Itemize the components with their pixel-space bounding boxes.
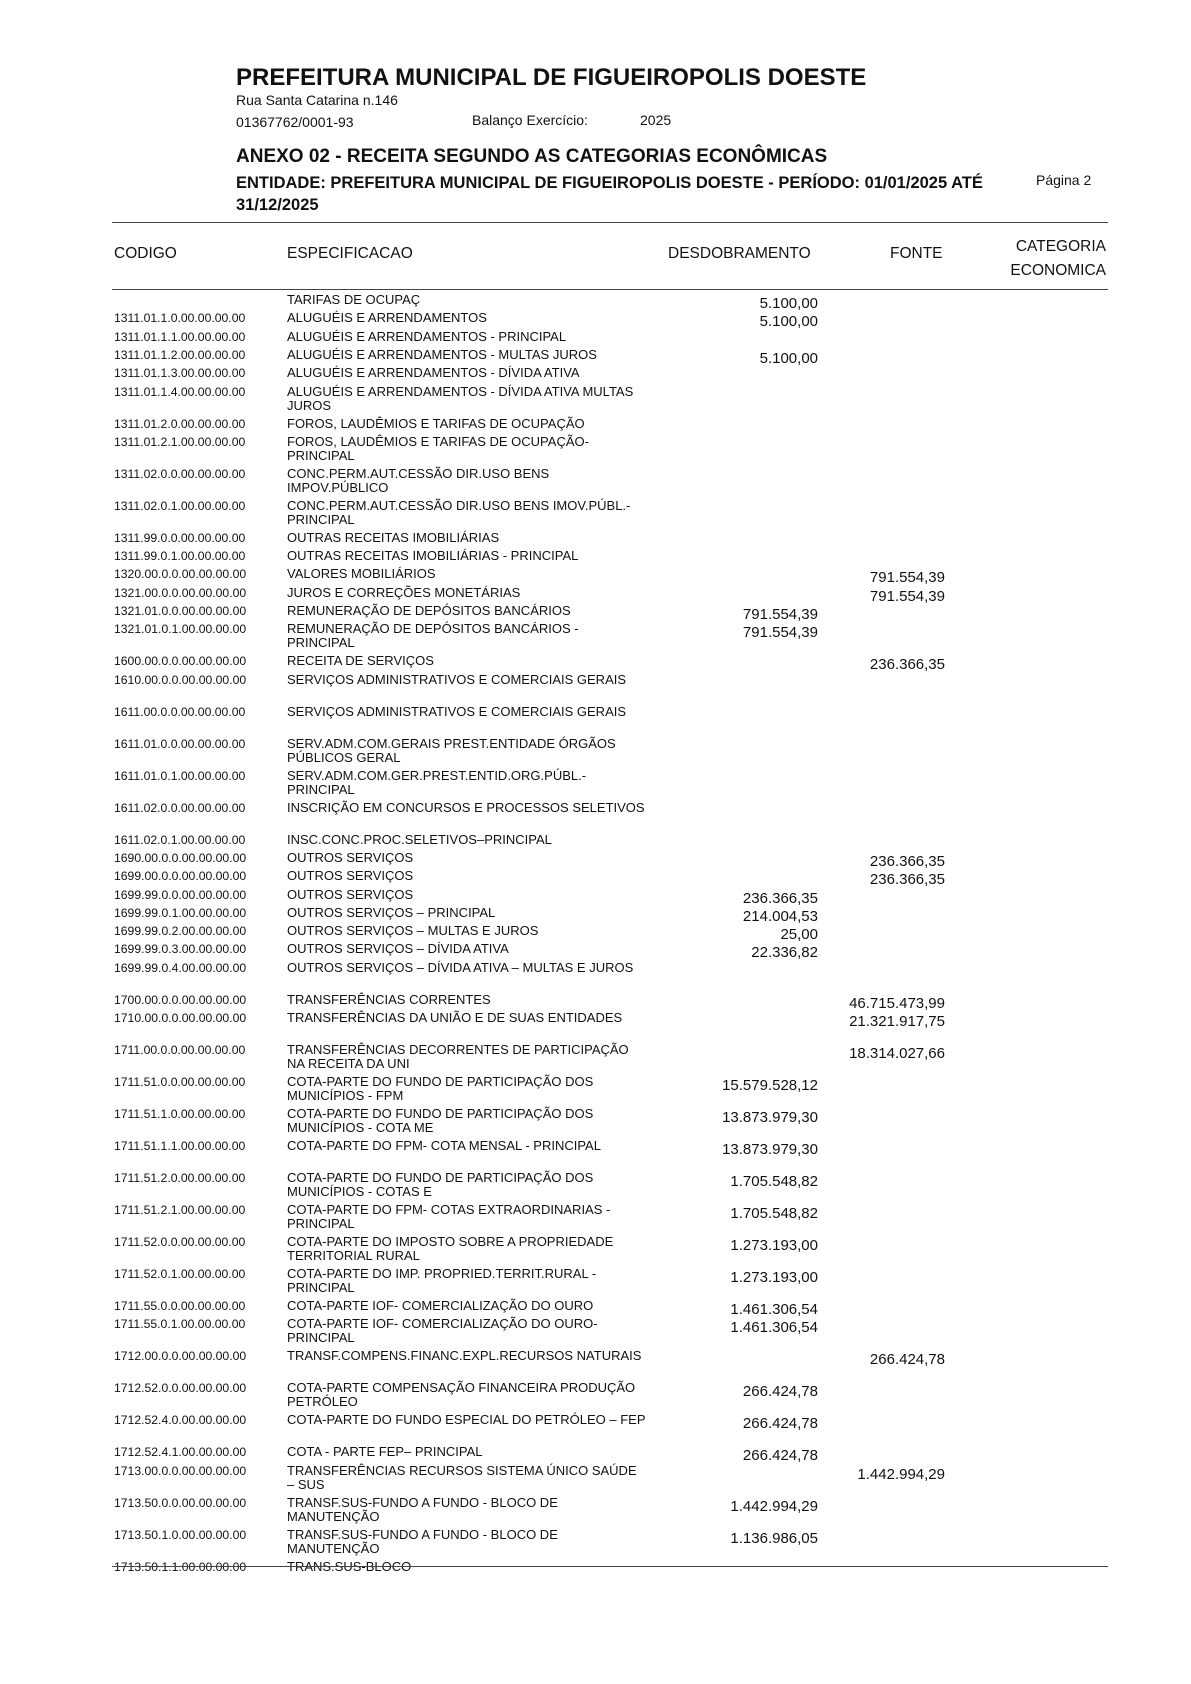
row-code: 1713.50.1.0.00.00.00.00: [114, 1527, 247, 1542]
header-top-divider: [112, 222, 1108, 223]
row-code: 1311.01.1.1.00.00.00.00: [114, 329, 246, 344]
page-number: Página 2: [1036, 172, 1092, 188]
row-spec: ALUGUÉIS E ARRENDAMENTOS - DÍVIDA ATIVA MULTAS JUROS: [287, 383, 634, 413]
row-spec: TRANSF.SUS-FUNDO A FUNDO - BLOCO DE MANUTENÇÃO: [287, 1494, 558, 1524]
row-code: 1712.00.0.0.00.00.00.00: [114, 1349, 247, 1364]
row-spec: VALORES MOBILIÁRIOS: [287, 566, 436, 582]
row-code: 1311.01.1.3.00.00.00.00: [114, 366, 246, 381]
row-spec: COTA-PARTE DO FPM- COTAS EXTRAORDINARIAS - PRINCIPAL: [287, 1202, 611, 1231]
row-code: 1699.99.0.0.00.00.00.00: [114, 887, 247, 902]
row-code: 1311.01.1.4.00.00.00.00: [114, 384, 246, 399]
row-code: 1711.55.0.0.00.00.00.00: [114, 1299, 246, 1313]
row-spec: TRANSF.SUS-FUNDO A FUNDO - BLOCO DE MANUTENÇÃO: [287, 1526, 558, 1556]
row-desdobramento: 5.100,00: [759, 295, 818, 312]
row-spec: COTA - PARTE FEP– PRINCIPAL: [287, 1444, 483, 1460]
row-code: 1311.01.1.0.00.00.00.00: [114, 311, 246, 326]
row-code: 1711.51.2.0.00.00.00.00: [114, 1171, 246, 1185]
row-spec: SERV.ADM.COM.GER.PREST.ENTID.ORG.PÚBL.-PRINCIPAL: [287, 767, 587, 797]
row-code: 1712.52.4.0.00.00.00.00: [114, 1413, 247, 1428]
row-spec: FOROS, LAUDÊMIOS E TARIFAS DE OCUPAÇÃO-PRINCIPAL: [287, 433, 589, 463]
row-spec: ALUGUÉIS E ARRENDAMENTOS - MULTAS JUROS: [287, 346, 597, 362]
row-desdobramento: 266.424,78: [742, 1415, 818, 1433]
row-desdobramento: 1.705.548,82: [730, 1205, 818, 1222]
row-fonte: 236.366,35: [869, 871, 945, 889]
row-spec: COTA-PARTE DO IMP. PROPRIED.TERRIT.RURAL - PRINCIPAL: [287, 1266, 597, 1295]
row-fonte: 791.554,39: [869, 569, 945, 587]
row-code: 1311.01.2.1.00.00.00.00: [114, 434, 246, 449]
row-spec: TARIFAS DE OCUPAÇ: [287, 292, 421, 307]
row-spec: ALUGUÉIS E ARRENDAMENTOS - PRINCIPAL: [287, 328, 567, 344]
row-desdobramento: 1.273.193,00: [730, 1237, 818, 1254]
row-code: 1320.00.0.0.00.00.00.00: [114, 567, 247, 582]
row-code: 1611.01.0.1.00.00.00.00: [114, 768, 246, 783]
row-spec: OUTROS SERVIÇOS – DÍVIDA ATIVA: [287, 941, 509, 957]
row-code: 1611.01.0.0.00.00.00.00: [114, 736, 246, 751]
row-desdobramento: 1.705.548,82: [730, 1173, 818, 1190]
row-desdobramento: 22.336,82: [751, 944, 818, 962]
row-code: 1600.00.0.0.00.00.00.00: [114, 654, 247, 669]
balance-label: Balanço Exercício:: [472, 112, 588, 128]
row-code: 1699.99.0.2.00.00.00.00: [114, 924, 247, 939]
row-code: 1712.52.0.0.00.00.00.00: [114, 1381, 247, 1396]
row-code: 1311.01.2.0.00.00.00.00: [114, 416, 246, 431]
row-desdobramento: 266.424,78: [742, 1383, 818, 1401]
row-desdobramento: 5.100,00: [759, 313, 818, 331]
row-code: 1711.52.0.1.00.00.00.00: [114, 1267, 246, 1281]
row-desdobramento: 1.461.306,54: [730, 1319, 818, 1337]
row-fonte: 236.366,35: [869, 656, 945, 674]
row-desdobramento: 214.004,53: [742, 907, 818, 925]
row-desdobramento: 13.873.979,30: [722, 1141, 818, 1158]
row-code: 1711.55.0.1.00.00.00.00: [114, 1317, 246, 1332]
row-spec: SERVIÇOS ADMINISTRATIVOS E COMERCIAIS GERAIS: [287, 703, 627, 719]
row-code: 1713.00.0.0.00.00.00.00: [114, 1463, 247, 1478]
row-spec: REMUNERAÇÃO DE DEPÓSITOS BANCÁRIOS: [287, 603, 571, 618]
row-spec: FOROS, LAUDÊMIOS E TARIFAS DE OCUPAÇÃO: [287, 415, 585, 431]
row-code: 1311.02.0.0.00.00.00.00: [114, 466, 246, 481]
row-code: 1711.51.0.0.00.00.00.00: [114, 1075, 246, 1089]
row-code: 1713.50.1.1.00.00.00.00: [114, 1559, 247, 1574]
row-spec: CONC.PERM.AUT.CESSÃO DIR.USO BENS IMOV.PÚBL.-PRINCIPAL: [287, 497, 631, 527]
row-code: 1311.01.1.2.00.00.00.00: [114, 347, 246, 362]
row-desdobramento: 15.579.528,12: [722, 1077, 818, 1094]
row-spec: ALUGUÉIS E ARRENDAMENTOS - DÍVIDA ATIVA: [287, 365, 580, 381]
row-spec: COTA-PARTE DO FUNDO DE PARTICIPAÇÃO DOS MUNICÍPIOS - COTAS E: [287, 1170, 594, 1199]
row-code: 1699.99.0.1.00.00.00.00: [114, 905, 247, 920]
row-code: 1711.51.1.0.00.00.00.00: [114, 1107, 246, 1121]
column-header-categoria: CATEGORIA ECONOMICA: [1010, 238, 1106, 279]
row-spec: COTA-PARTE IOF- COMERCIALIZAÇÃO DO OURO: [287, 1298, 594, 1313]
row-spec: COTA-PARTE COMPENSAÇÃO FINANCEIRA PRODUÇÃO PETRÓLEO: [287, 1380, 636, 1410]
row-fonte: 21.321.917,75: [849, 1013, 945, 1030]
row-code: 1611.02.0.1.00.00.00.00: [114, 832, 246, 847]
org-address: Rua Santa Catarina n.146: [236, 92, 398, 108]
row-fonte: 46.715.473,99: [849, 994, 945, 1012]
row-spec: SERVIÇOS ADMINISTRATIVOS E COMERCIAIS GERAIS: [287, 671, 627, 687]
row-code: 1711.51.2.1.00.00.00.00: [114, 1203, 246, 1217]
row-spec: OUTROS SERVIÇOS: [287, 849, 414, 865]
row-desdobramento: 1.273.193,00: [730, 1269, 818, 1286]
row-spec: INSCRIÇÃO EM CONCURSOS E PROCESSOS SELETIVOS: [287, 799, 645, 815]
row-desdobramento: 791.554,39: [742, 624, 818, 642]
balance-year: 2025: [640, 112, 672, 128]
row-spec: COTA-PARTE DO FUNDO DE PARTICIPAÇÃO DOS MUNICÍPIOS - FPM: [287, 1074, 594, 1103]
row-code: 1699.00.0.0.00.00.00.00: [114, 869, 247, 884]
row-fonte: 1.442.994,29: [857, 1465, 945, 1483]
row-spec: OUTROS SERVIÇOS: [287, 886, 414, 902]
row-spec: TRANSFERÊNCIAS RECURSOS SISTEMA ÚNICO SAÚDE – SUS: [287, 1462, 637, 1492]
row-code: 1710.00.0.0.00.00.00.00: [114, 1011, 247, 1025]
row-fonte: 266.424,78: [869, 1351, 945, 1369]
column-header-fonte: FONTE: [890, 245, 943, 262]
row-fonte: 18.314.027,66: [849, 1045, 945, 1062]
row-spec: RECEITA DE SERVIÇOS: [287, 653, 434, 669]
row-code: 1321.01.0.0.00.00.00.00: [114, 604, 247, 618]
row-code: 1712.52.4.1.00.00.00.00: [114, 1445, 247, 1460]
footer-divider: [112, 1566, 1108, 1567]
row-code: 1699.99.0.3.00.00.00.00: [114, 942, 247, 957]
row-spec: TRANS.SUS-BLOCO: [287, 1558, 412, 1574]
annex-title: ANEXO 02 - RECEITA SEGUNDO AS CATEGORIAS ECONÔMICAS: [236, 146, 828, 167]
row-code: 1699.99.0.4.00.00.00.00: [114, 960, 247, 975]
row-desdobramento: 236.366,35: [742, 889, 818, 907]
row-spec: OUTROS SERVIÇOS: [287, 868, 414, 884]
row-spec: ALUGUÉIS E ARRENDAMENTOS: [287, 310, 487, 326]
row-spec: OUTROS SERVIÇOS – PRINCIPAL: [287, 904, 496, 920]
row-spec: COTA-PARTE DO FPM- COTA MENSAL - PRINCIPAL: [287, 1138, 601, 1153]
column-header-code: CODIGO: [114, 245, 177, 262]
row-code: 1611.02.0.0.00.00.00.00: [114, 800, 246, 815]
row-desdobramento: 25,00: [780, 926, 818, 944]
row-spec: OUTRAS RECEITAS IMOBILIÁRIAS: [287, 529, 500, 545]
row-code: 1711.51.1.1.00.00.00.00: [114, 1139, 246, 1153]
row-spec: COTA-PARTE DO FUNDO DE PARTICIPAÇÃO DOS MUNICÍPIOS - COTA ME: [287, 1106, 594, 1135]
row-spec: JUROS E CORREÇÕES MONETÁRIAS: [287, 584, 521, 600]
row-spec: TRANSF.COMPENS.FINANC.EXPL.RECURSOS NATURAIS: [287, 1348, 642, 1364]
row-code: 1711.52.0.0.00.00.00.00: [114, 1235, 246, 1249]
org-cnpj: 01367762/0001-93: [236, 114, 354, 130]
column-header-desdobramento: DESDOBRAMENTO: [668, 245, 811, 262]
row-spec: CONC.PERM.AUT.CESSÃO DIR.USO BENS IMPOV.PÚBLICO: [287, 465, 550, 495]
row-desdobramento: 791.554,39: [742, 606, 818, 623]
row-code: 1321.00.0.0.00.00.00.00: [114, 585, 247, 600]
row-code: 1311.02.0.1.00.00.00.00: [114, 498, 246, 513]
row-code: 1311.99.0.1.00.00.00.00: [114, 549, 246, 564]
row-desdobramento: 13.873.979,30: [722, 1109, 818, 1126]
row-spec: COTA-PARTE DO IMPOSTO SOBRE A PROPRIEDADE TERRITORIAL RURAL: [287, 1234, 614, 1263]
row-code: 1711.00.0.0.00.00.00.00: [114, 1043, 246, 1057]
row-spec: TRANSFERÊNCIAS DA UNIÃO E DE SUAS ENTIDADES: [287, 1010, 623, 1025]
row-desdobramento: 5.100,00: [759, 349, 818, 367]
row-spec: OUTRAS RECEITAS IMOBILIÁRIAS - PRINCIPAL: [287, 548, 579, 564]
row-fonte: 791.554,39: [869, 587, 945, 605]
row-spec: TRANSFERÊNCIAS CORRENTES: [287, 991, 491, 1007]
row-spec: REMUNERAÇÃO DE DEPÓSITOS BANCÁRIOS - PRINCIPAL: [287, 621, 579, 651]
row-desdobramento: 1.442.994,29: [730, 1497, 818, 1515]
row-code: 1713.50.0.0.00.00.00.00: [114, 1495, 247, 1510]
row-desdobramento: 266.424,78: [742, 1447, 818, 1465]
row-desdobramento: 1.461.306,54: [730, 1301, 818, 1318]
row-code: 1700.00.0.0.00.00.00.00: [114, 992, 247, 1007]
row-code: 1321.01.0.1.00.00.00.00: [114, 622, 247, 637]
row-spec: INSC.CONC.PROC.SELETIVOS–PRINCIPAL: [287, 831, 552, 847]
row-spec: COTA-PARTE DO FUNDO ESPECIAL DO PETRÓLEO – FEP: [287, 1412, 646, 1428]
row-spec: OUTROS SERVIÇOS – MULTAS E JUROS: [287, 923, 539, 939]
row-code: 1690.00.0.0.00.00.00.00: [114, 850, 247, 865]
row-spec: TRANSFERÊNCIAS DECORRENTES DE PARTICIPAÇÃO NA RECEITA DA UNI: [287, 1042, 629, 1071]
row-desdobramento: 1.136.986,05: [730, 1529, 818, 1547]
column-header-spec: ESPECIFICACAO: [287, 245, 413, 262]
row-code: 1311.99.0.0.00.00.00.00: [114, 530, 246, 545]
entity-period-line: ENTIDADE: PREFEITURA MUNICIPAL DE FIGUEIROPOLIS DOESTE - PERÍODO: 01/01/2025 ATÉ 31/12/2025: [236, 174, 983, 214]
row-code: 1611.00.0.0.00.00.00.00: [114, 704, 246, 719]
row-code: 1610.00.0.0.00.00.00.00: [114, 672, 247, 687]
row-fonte: 236.366,35: [869, 852, 945, 870]
row-spec: OUTROS SERVIÇOS – DÍVIDA ATIVA – MULTAS E JUROS: [287, 959, 634, 975]
org-name: PREFEITURA MUNICIPAL DE FIGUEIROPOLIS DOESTE: [236, 64, 867, 91]
row-spec: COTA-PARTE IOF- COMERCIALIZAÇÃO DO OURO-PRINCIPAL: [287, 1316, 598, 1346]
row-spec: SERV.ADM.COM.GERAIS PREST.ENTIDADE ÓRGÃOS PÚBLICOS GERAL: [287, 735, 616, 765]
header-bottom-divider: [112, 289, 1108, 290]
